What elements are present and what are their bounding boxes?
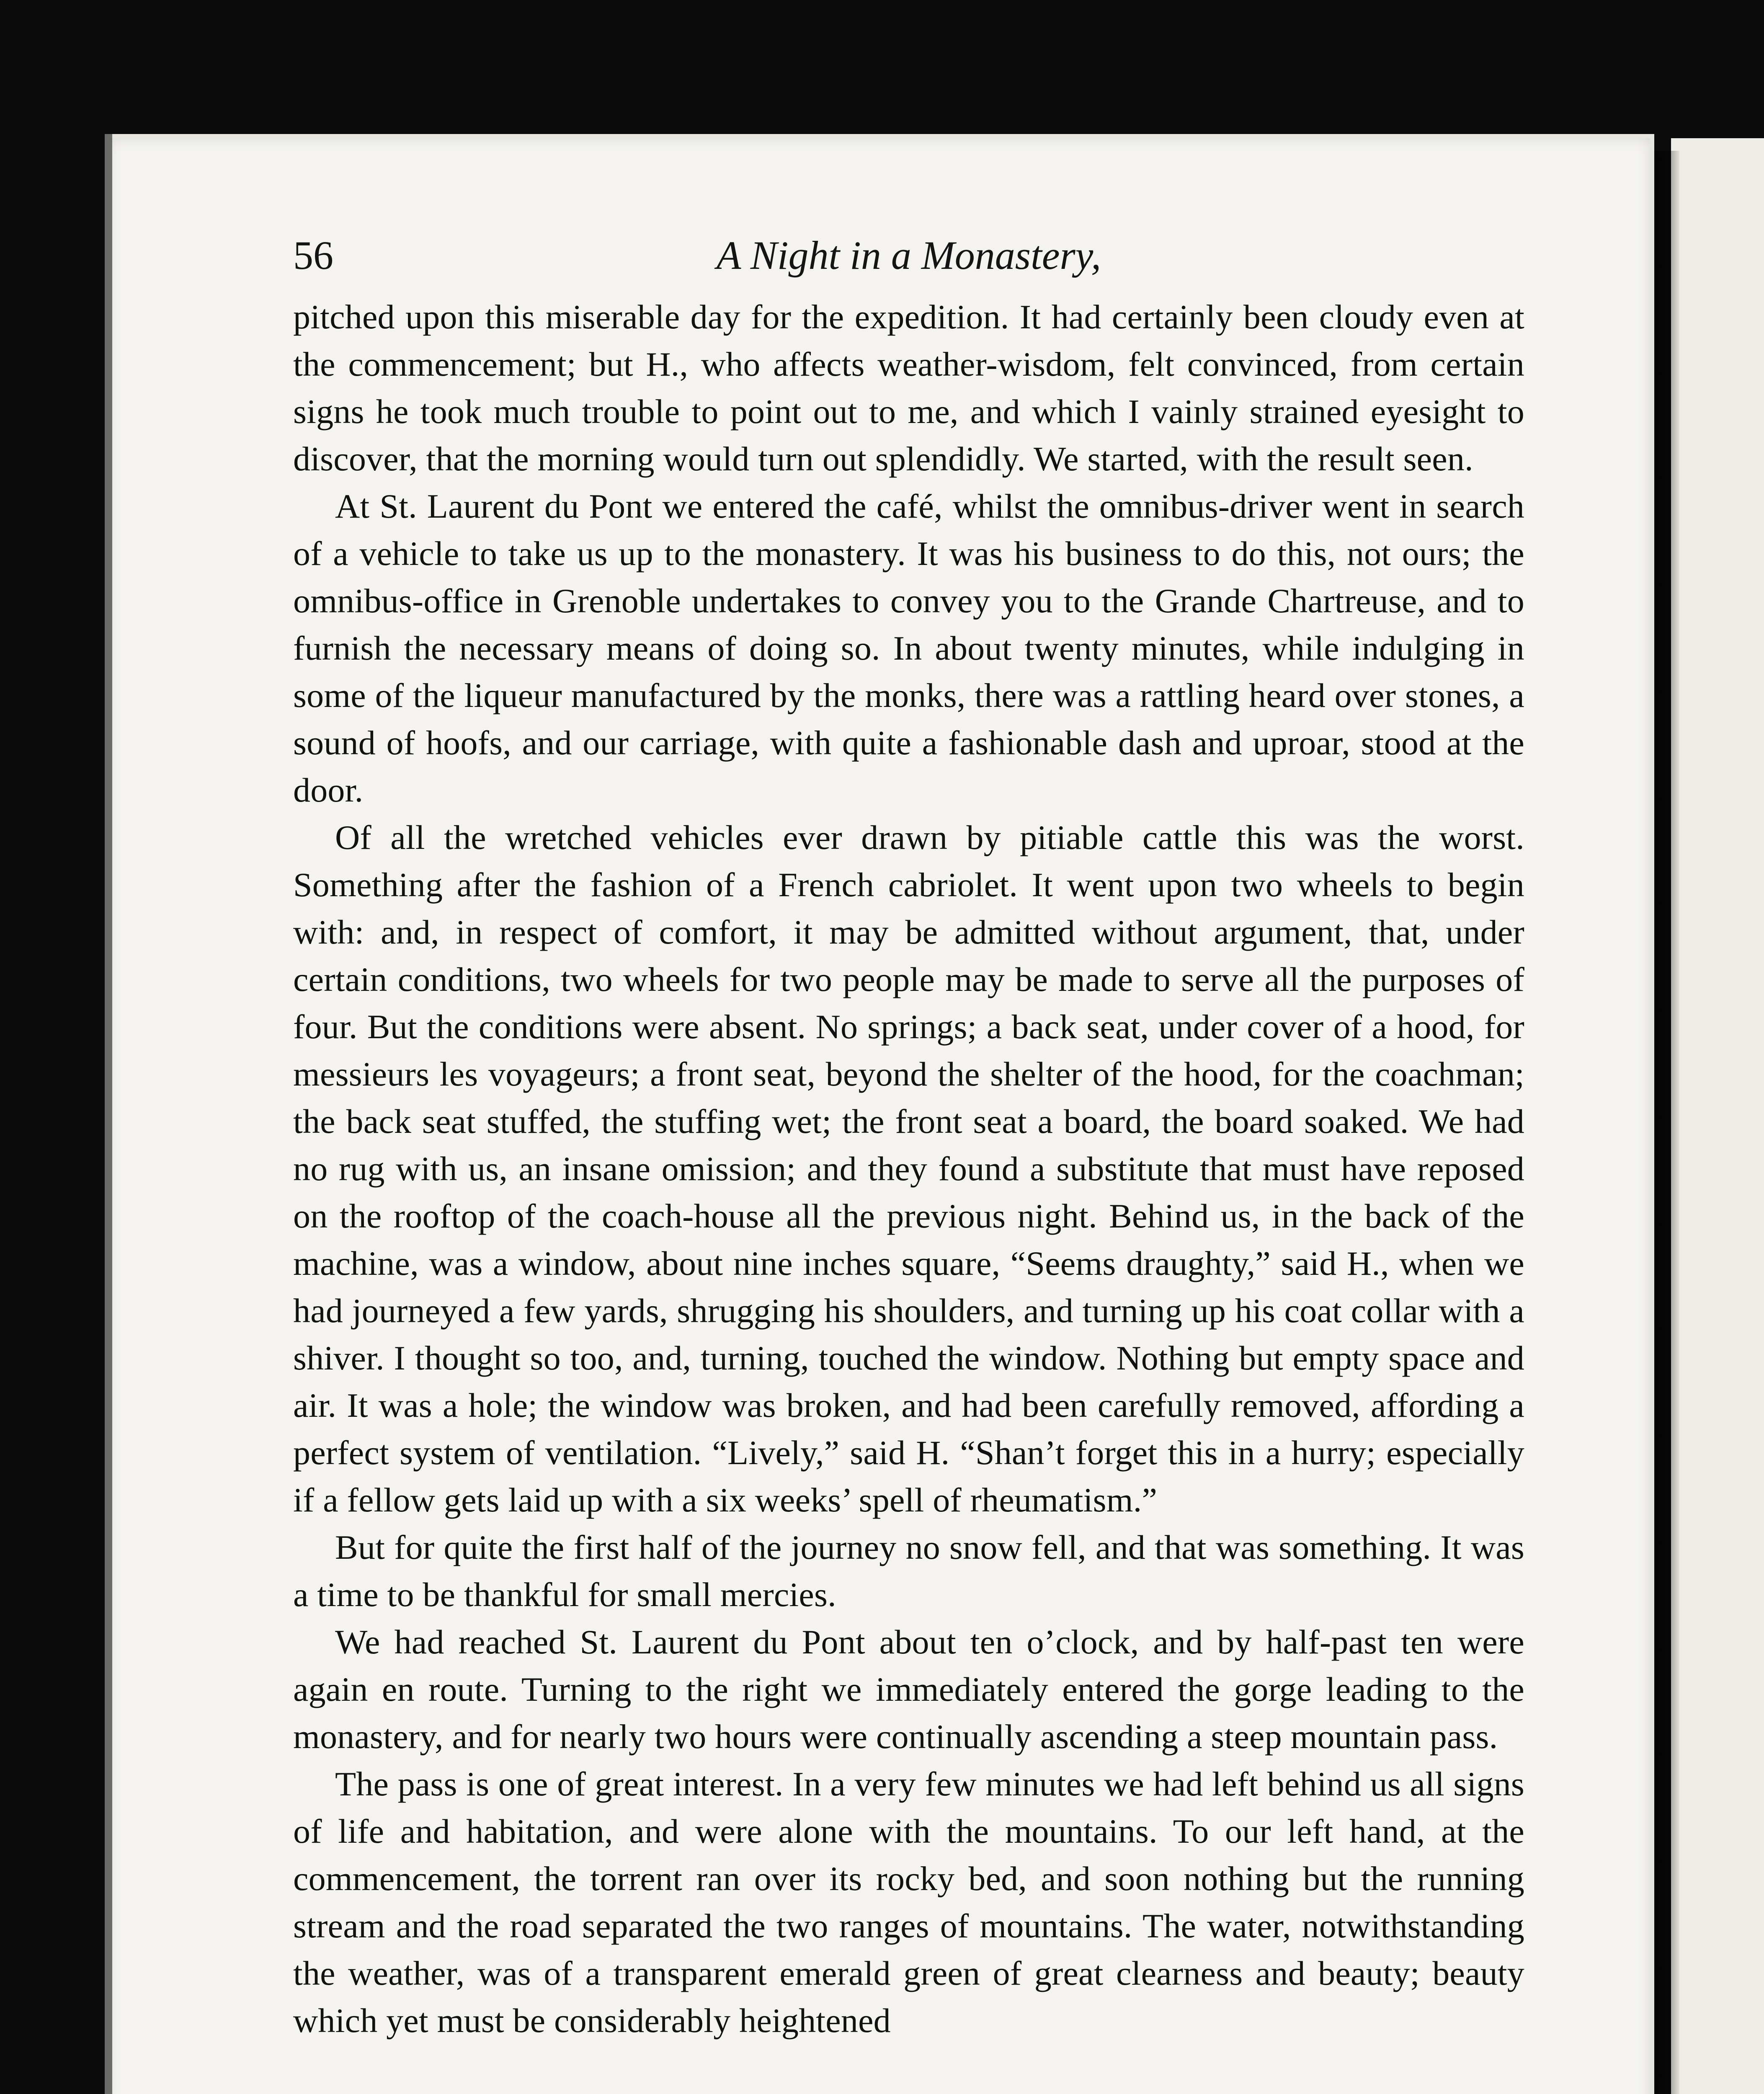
page-edge bbox=[105, 134, 112, 2094]
running-title: A Night in a Monastery, bbox=[716, 233, 1101, 278]
paragraph: pitched upon this miserable day for the expedition. It had certainly been cloudy even at the commencement; but H., who affects weather-wisdom, felt convinced, from certain signs he took much trouble to point out to me, and which I vainly strained eyesight to discover, that the morning would turn out splendidly. We started, with the result seen. bbox=[293, 298, 1524, 478]
gutter-shadow bbox=[1654, 151, 1679, 2094]
paragraph: But for quite the first half of the journey no snow fell, and that was something. It was a time to be thankful for small mercies. bbox=[293, 1528, 1524, 1614]
paragraph: Of all the wretched vehicles ever drawn by pitiable cattle this was the worst. Something after the fashion of a French cabriolet. It went upon two wheels to begin with: and, in respect of comfort, it may be admitted without argument, that, under certain conditions, two wheels for two people may be made to serve all the purposes of four. But the conditions were absent. No springs; a back seat, under cover of a hood, for messieurs les voyageurs; a front seat, beyond the shelter of the hood, for the coachman; the back seat stuffed, the stuffing wet; the front seat a board, the board soaked. We had no rug with us, an insane omission; and they found a substitute that must have reposed on the rooftop of the coach-house all the previous night. Behind us, in the back of the machine, was a window, about nine inches square, “Seems draughty,” said H., when we had journeyed a few yards, shrugging his shoulders, and turning up his coat collar with a shiver. I thought so too, and, turning, touched the window. Nothing but empty space and air. It was a hole; the window was broken, and had been carefully removed, affording a perfect system of ventilation. “Lively,” said H. “Shan’t forget this in a hurry; especially if a fellow gets laid up with a six weeks’ spell of rheumatism.” bbox=[293, 818, 1524, 1519]
body-text bbox=[293, 293, 1524, 2044]
paragraph: At St. Laurent du Pont we entered the café, whilst the omnibus-driver went in search of a vehicle to take us up to the monastery. It was his business to do this, not ours; the omnibus-office in Grenoble undertakes to convey you to the Grande Chartreuse, and to furnish the necessary means of doing so. In about twenty minutes, while indulging in some of the liqueur manufactured by the monks, there was a rattling heard over stones, a sound of hoofs, and our carriage, with quite a fashionable dash and uproar, stood at the door. bbox=[293, 487, 1524, 809]
paragraph: We had reached St. Laurent du Pont about ten o’clock, and by half-past ten were again en route. Turning to the right we immediately entered the gorge leading to the monastery, and for nearly two hours were continually ascending a steep mountain pass. bbox=[293, 1623, 1524, 1756]
scan-background bbox=[0, 0, 1764, 126]
running-head bbox=[293, 226, 1524, 285]
facing-page-edge bbox=[1671, 138, 1764, 2094]
page-number: 56 bbox=[293, 233, 333, 278]
paragraph: The pass is one of great interest. In a very few minutes we had left behind us all signs of life and habitation, and were alone with the mountains. To our left hand, at the commencement, the torrent ran over its rocky bed, and soon nothing but the running stream and the road separated the two ranges of mountains. The water, notwithstanding the weather, was of a transparent emerald green of great clearness and beauty; beauty which yet must be considerably heightened bbox=[293, 1765, 1524, 2040]
